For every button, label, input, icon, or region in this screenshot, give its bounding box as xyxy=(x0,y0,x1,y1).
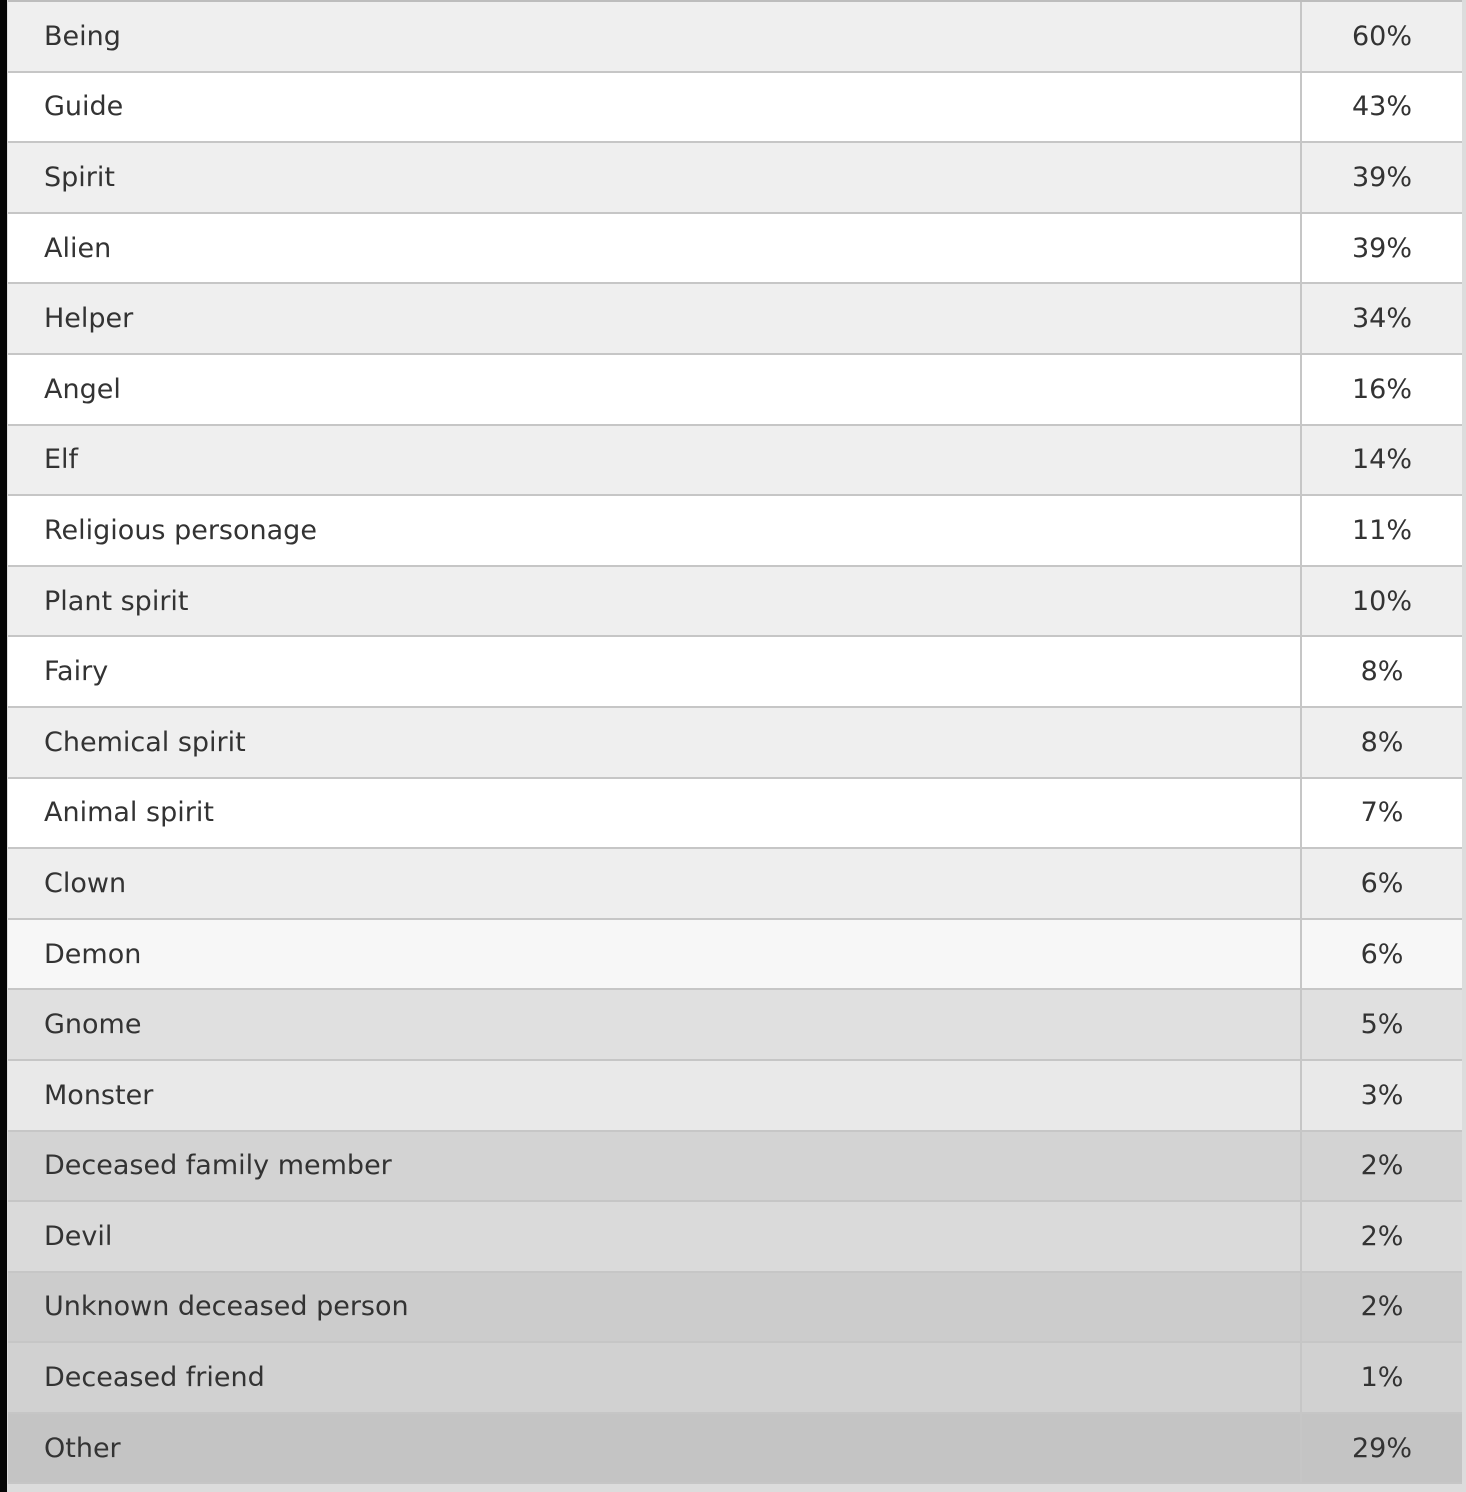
row-label: Deceased friend xyxy=(8,1343,1302,1412)
row-label: Devil xyxy=(8,1202,1302,1271)
row-label: Animal spirit xyxy=(8,779,1302,848)
row-value: 34% xyxy=(1351,303,1412,335)
row-value: 1% xyxy=(1360,1362,1404,1394)
row-label: Helper xyxy=(8,284,1302,353)
row-label: Religious personage xyxy=(8,496,1302,565)
table-row xyxy=(8,1202,1462,1273)
table-row xyxy=(8,1061,1462,1132)
table-row xyxy=(8,143,1462,214)
row-value: 16% xyxy=(1351,373,1412,405)
row-label: Alien xyxy=(8,214,1302,283)
table-row xyxy=(8,1273,1462,1344)
row-value: 2% xyxy=(1360,1220,1404,1252)
row-value: 8% xyxy=(1360,726,1404,758)
row-value: 39% xyxy=(1351,161,1412,193)
row-value: 2% xyxy=(1360,1291,1404,1323)
row-value: 10% xyxy=(1351,585,1412,617)
table-row xyxy=(8,426,1462,497)
row-value: 5% xyxy=(1360,1009,1404,1041)
table-row xyxy=(8,990,1462,1061)
row-label: Chemical spirit xyxy=(8,708,1302,777)
row-value: 43% xyxy=(1351,91,1412,123)
row-value: 14% xyxy=(1351,444,1412,476)
row-value: 7% xyxy=(1360,797,1404,829)
table-row xyxy=(8,779,1462,850)
row-label: Spirit xyxy=(8,143,1302,212)
table-row xyxy=(8,73,1462,144)
table-row xyxy=(8,920,1462,991)
row-value: 2% xyxy=(1360,1150,1404,1182)
row-value: 39% xyxy=(1351,232,1412,264)
table-row xyxy=(8,355,1462,426)
row-label: Other xyxy=(8,1414,1302,1483)
row-label: Elf xyxy=(8,426,1302,495)
row-value: 6% xyxy=(1360,867,1404,899)
row-value: 8% xyxy=(1360,656,1404,688)
row-label: Monster xyxy=(8,1061,1302,1130)
row-value: 60% xyxy=(1351,20,1412,52)
table-row xyxy=(8,284,1462,355)
table-row xyxy=(8,2,1462,73)
table-row xyxy=(8,849,1462,920)
row-label: Fairy xyxy=(8,637,1302,706)
row-label: Gnome xyxy=(8,990,1302,1059)
row-value: 3% xyxy=(1360,1079,1404,1111)
row-label: Unknown deceased person xyxy=(8,1273,1302,1342)
row-label: Plant spirit xyxy=(8,567,1302,636)
table-row xyxy=(8,708,1462,779)
row-label: Deceased family member xyxy=(8,1132,1302,1201)
data-table xyxy=(8,0,1462,1484)
row-value: 29% xyxy=(1351,1432,1412,1464)
table-row xyxy=(8,1132,1462,1203)
left-edge-bar xyxy=(0,0,7,1492)
table-row xyxy=(8,637,1462,708)
row-label: Demon xyxy=(8,920,1302,989)
table-row xyxy=(8,567,1462,638)
row-value: 11% xyxy=(1351,514,1412,546)
row-label: Being xyxy=(8,2,1302,71)
table-row xyxy=(8,1343,1462,1414)
row-label: Clown xyxy=(8,849,1302,918)
row-label: Angel xyxy=(8,355,1302,424)
row-value: 6% xyxy=(1360,938,1404,970)
row-label: Guide xyxy=(8,73,1302,142)
table-row xyxy=(8,214,1462,285)
table-row xyxy=(8,496,1462,567)
table-row xyxy=(8,1414,1462,1485)
